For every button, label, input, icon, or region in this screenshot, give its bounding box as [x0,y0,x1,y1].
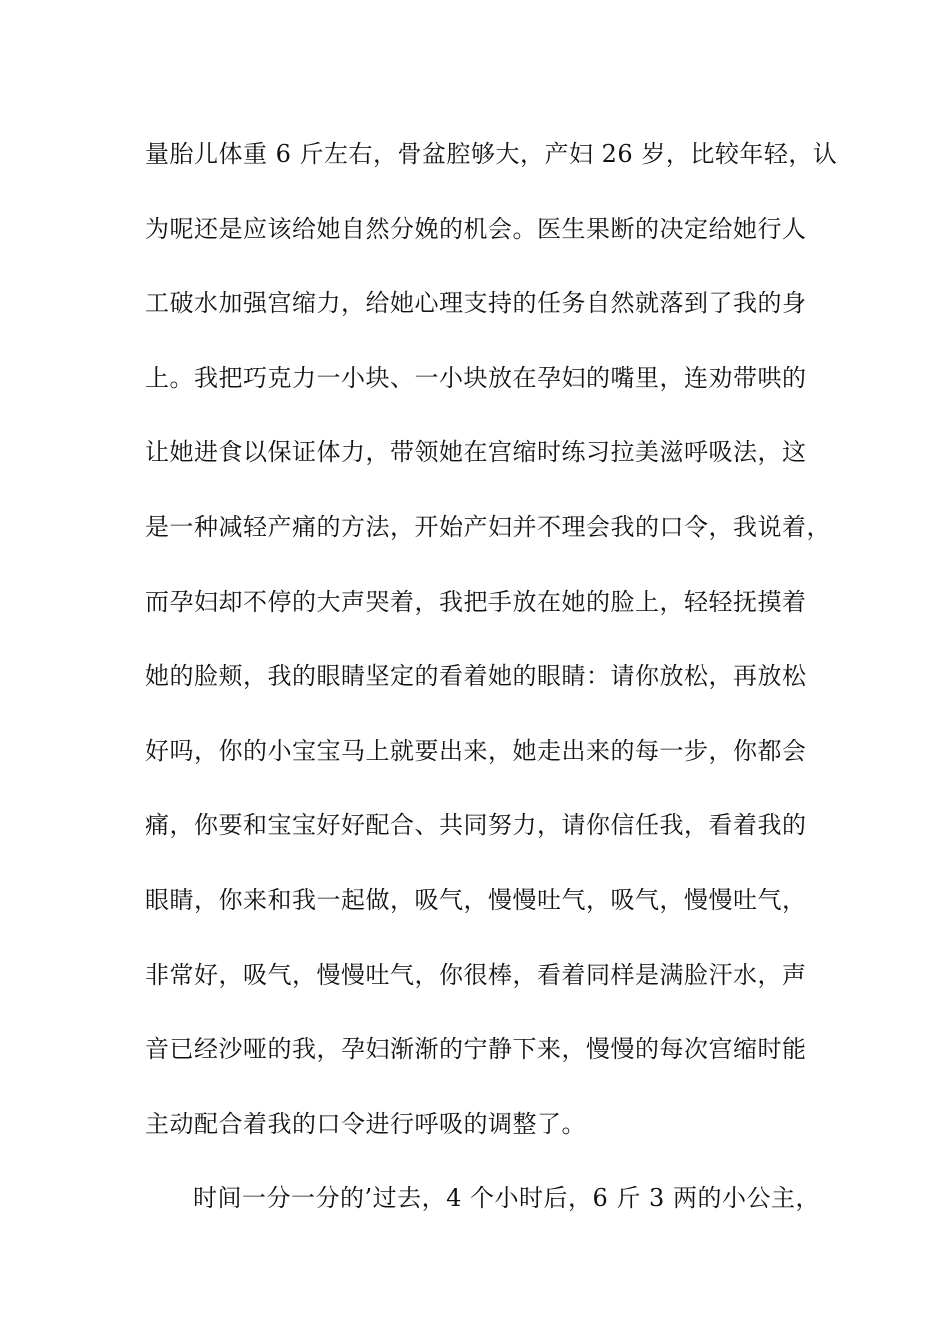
text-line: 非常好，吸气，慢慢吐气，你很棒，看着同样是满脸汗水，声 [145,960,807,989]
text-line: 为呢还是应该给她自然分娩的机会。医生果断的决定给她行人 [145,214,807,243]
text-line: 音已经沙哑的我，孕妇渐渐的宁静下来，慢慢的每次宫缩时能 [145,1035,807,1064]
text-line: 眼睛，你来和我一起做，吸气，慢慢吐气，吸气，慢慢吐气， [145,885,807,914]
text-line: 她的脸颊，我的眼睛坚定的看着她的眼睛：请你放松，再放松 [145,662,807,691]
text-line: 好吗，你的小宝宝马上就要出来，她走出来的每一步，你都会 [145,736,807,765]
text-line: 让她进食以保证体力，带领她在宫缩时练习拉美滋呼吸法，这 [145,438,807,467]
text-line: 时间一分一分的’过去，4 个小时后，6 斤 3 两的小公主， [193,1184,820,1213]
text-line: 主动配合着我的口令进行呼吸的调整了。 [145,1109,586,1138]
text-line: 而孕妇却不停的大声哭着，我把手放在她的脸上，轻轻抚摸着 [145,587,807,616]
body-text [145,132,838,1251]
text-line: 是一种减轻产痛的方法，开始产妇并不理会我的口令，我说着， [145,512,831,541]
text-line: 量胎儿体重 6 斤左右，骨盆腔够大，产妇 26 岁，比较年轻，认 [145,140,838,168]
text-line: 痛，你要和宝宝好好配合、共同努力，请你信任我，看着我的 [145,811,807,840]
text-line: 工破水加强宫缩力，给她心理支持的任务自然就落到了我的身 [145,289,807,318]
text-line: 上。我把巧克力一小块、一小块放在孕妇的嘴里，连劝带哄的 [145,363,807,392]
